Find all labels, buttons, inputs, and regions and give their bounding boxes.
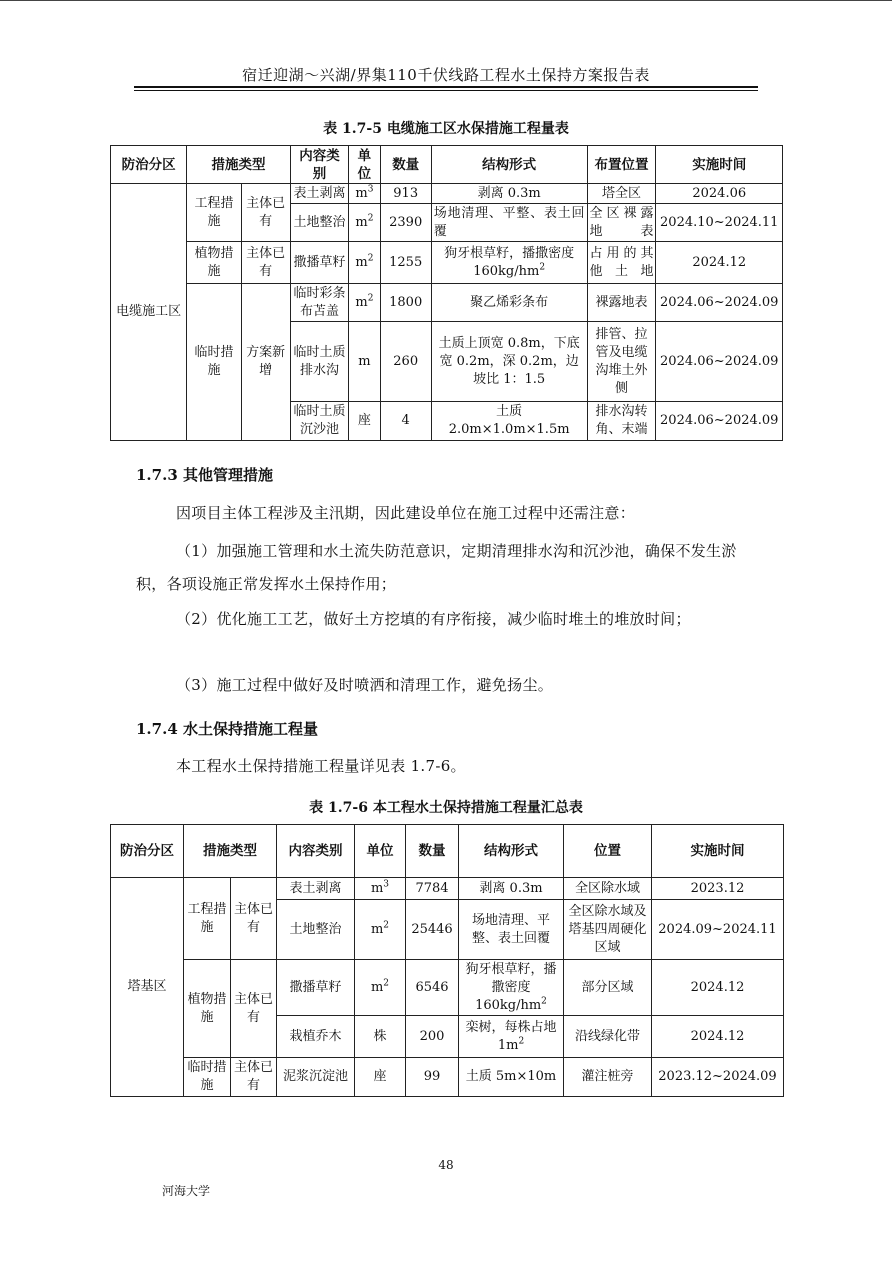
- table2: [110, 824, 784, 1097]
- group-new: 方案新增: [241, 284, 290, 441]
- table-row: [111, 960, 784, 1016]
- qty-cell: 1800: [380, 284, 431, 322]
- qty-cell: 200: [406, 1016, 459, 1058]
- content-cell: 撒播草籽: [277, 960, 355, 1016]
- structure-cell: 狗牙根草籽，播撒密度 $160kg/hm^2$: [459, 960, 564, 1016]
- table-row: [111, 284, 783, 322]
- content-cell: 撒播草籽: [290, 242, 349, 284]
- th-zone: 防治分区: [111, 146, 187, 184]
- time-cell: 2023.12: [652, 878, 784, 900]
- header-rule: [134, 86, 758, 88]
- qty-cell: 913: [380, 184, 431, 204]
- table1-caption: 表 1.7-5 电缆施工区水保措施工程量表: [323, 121, 569, 137]
- th-qty: 数量: [406, 825, 459, 878]
- th-unit: 单位: [355, 825, 406, 878]
- th-time: 实施时间: [656, 146, 783, 184]
- location-cell: 部分区域: [564, 960, 652, 1016]
- content-cell: 临时彩条布苫盖: [290, 284, 349, 322]
- th-structure: 结构形式: [431, 146, 587, 184]
- th-qty: 数量: [380, 146, 431, 184]
- structure-cell: 土质 2.0m×1.0m×1.5m: [431, 402, 587, 441]
- qty-cell: 99: [406, 1058, 459, 1097]
- zone-cell: 电缆施工区: [111, 184, 187, 441]
- structure-cell: 聚乙烯彩条布: [431, 284, 587, 322]
- content-cell: 土地整治: [277, 900, 355, 960]
- group-existing: 主体已有: [241, 184, 290, 242]
- qty-cell: 4: [380, 402, 431, 441]
- table1-header-row: [111, 146, 783, 184]
- page-top-border: [0, 0, 892, 1]
- th-content: 内容类别: [277, 825, 355, 878]
- th-location: 布置位置: [587, 146, 656, 184]
- group-temporary: 临时措施: [187, 284, 241, 441]
- header-rule-thin: [134, 90, 758, 91]
- content-cell: 表土剥离: [290, 184, 349, 204]
- group-existing: 主体已有: [231, 1058, 277, 1097]
- qty-cell: 6546: [406, 960, 459, 1016]
- time-cell: 2024.09~2024.11: [652, 900, 784, 960]
- th-content: 内容类别: [290, 146, 349, 184]
- unit-cell: $m^3$: [349, 184, 380, 204]
- section-heading-173: 1.7.3 其他管理措施: [136, 466, 273, 484]
- th-zone: 防治分区: [111, 825, 184, 878]
- unit-cell: $m^2$: [355, 900, 406, 960]
- group-engineering: 工程措施: [184, 878, 231, 960]
- location-cell: 全区裸露地表: [587, 204, 656, 242]
- group-temporary: 临时措施: [184, 1058, 231, 1097]
- time-cell: 2024.06~2024.09: [656, 322, 783, 402]
- table-row: [111, 184, 783, 204]
- qty-cell: 25446: [406, 900, 459, 960]
- location-cell: 沿线绿化带: [564, 1016, 652, 1058]
- time-cell: 2023.12~2024.09: [652, 1058, 784, 1097]
- content-cell: 栽植乔木: [277, 1016, 355, 1058]
- structure-cell: 剥离 0.3m: [459, 878, 564, 900]
- paragraph-item3: （3）施工过程中做好及时喷洒和清理工作，避免扬尘。: [176, 676, 554, 694]
- page-number: 48: [438, 1158, 454, 1172]
- unit-cell: $m^2$: [349, 242, 380, 284]
- qty-cell: 7784: [406, 878, 459, 900]
- location-cell: 全区除水域及塔基四周硬化区域: [564, 900, 652, 960]
- zone-cell: 塔基区: [111, 878, 184, 1097]
- location-cell: 灌注桩旁: [564, 1058, 652, 1097]
- location-cell: 裸露地表: [587, 284, 656, 322]
- group-plant: 植物措施: [187, 242, 241, 284]
- qty-cell: 260: [380, 322, 431, 402]
- structure-cell: 场地清理、平整、表土回覆: [459, 900, 564, 960]
- location-cell: 全区除水域: [564, 878, 652, 900]
- group-existing: 主体已有: [231, 960, 277, 1058]
- unit-cell: $m^2$: [355, 960, 406, 1016]
- unit-cell: 座: [355, 1058, 406, 1097]
- unit-cell: $m^2$: [349, 204, 380, 242]
- time-cell: 2024.12: [652, 1016, 784, 1058]
- table1: [110, 145, 783, 441]
- paragraph-item1: （1）加强施工管理和水土流失防范意识，定期清理排水沟和沉沙池，确保不发生淤积，各项设施正常发挥水土保持作用；: [136, 542, 737, 593]
- qty-cell: 1255: [380, 242, 431, 284]
- location-cell: 占用的其他土地: [587, 242, 656, 284]
- group-plant: 植物措施: [184, 960, 231, 1058]
- time-cell: 2024.12: [656, 242, 783, 284]
- paragraph-174: 本工程水土保持措施工程量详见表 1.7-6。: [176, 757, 466, 775]
- group-existing: 主体已有: [241, 242, 290, 284]
- table-row: [111, 242, 783, 284]
- structure-cell: 土质上顶宽 0.8m，下底宽 0.2m，深 0.2m，边坡比 1：1.5: [431, 322, 587, 402]
- qty-cell: 2390: [380, 204, 431, 242]
- group-engineering: 工程措施: [187, 184, 241, 242]
- time-cell: 2024.12: [652, 960, 784, 1016]
- th-unit: 单位: [349, 146, 380, 184]
- unit-cell: $m^3$: [355, 878, 406, 900]
- structure-cell: 栾树，每株占地 $1m^2$: [459, 1016, 564, 1058]
- table2-header-row: [111, 825, 784, 878]
- footer-organization: 河海大学: [162, 1184, 211, 1198]
- structure-cell: 剥离 0.3m: [431, 184, 587, 204]
- paragraph-intro: 因项目主体工程涉及主汛期，因此建设单位在施工过程中还需注意：: [176, 504, 636, 522]
- th-location: 位置: [564, 825, 652, 878]
- paragraph-item2: （2）优化施工工艺，做好土方挖填的有序衔接，减少临时堆土的堆放时间；: [176, 610, 691, 628]
- group-existing: 主体已有: [231, 878, 277, 960]
- running-header: 宿迁迎湖～兴湖/界集110千伏线路工程水土保持方案报告表: [242, 66, 650, 84]
- unit-cell: $m^2$: [349, 284, 380, 322]
- time-cell: 2024.06~2024.09: [656, 284, 783, 322]
- th-time: 实施时间: [652, 825, 784, 878]
- location-cell: 排管、拉管及电缆沟堆土外侧: [587, 322, 656, 402]
- unit-cell: 株: [355, 1016, 406, 1058]
- content-cell: 临时土质沉沙池: [290, 402, 349, 441]
- structure-cell: 狗牙根草籽，播撒密度 $160kg/hm^2$: [431, 242, 587, 284]
- structure-cell: 场地清理、平整、表土回覆: [431, 204, 587, 242]
- th-measure-type: 措施类型: [187, 146, 290, 184]
- section-heading-174: 1.7.4 水土保持措施工程量: [136, 720, 318, 738]
- content-cell: 表土剥离: [277, 878, 355, 900]
- table2-caption: 表 1.7-6 本工程水土保持措施工程量汇总表: [309, 800, 583, 816]
- th-measure-type: 措施类型: [184, 825, 277, 878]
- content-cell: 泥浆沉淀池: [277, 1058, 355, 1097]
- time-cell: 2024.06: [656, 184, 783, 204]
- content-cell: 临时土质排水沟: [290, 322, 349, 402]
- structure-cell: 土质 5m×10m: [459, 1058, 564, 1097]
- table-row: [111, 878, 784, 900]
- table-row: [111, 1058, 784, 1097]
- content-cell: 土地整治: [290, 204, 349, 242]
- time-cell: 2024.10~2024.11: [656, 204, 783, 242]
- th-structure: 结构形式: [459, 825, 564, 878]
- unit-cell: m: [349, 322, 380, 402]
- location-cell: 排水沟转角、末端: [587, 402, 656, 441]
- location-cell: 塔全区: [587, 184, 656, 204]
- unit-cell: 座: [349, 402, 380, 441]
- time-cell: 2024.06~2024.09: [656, 402, 783, 441]
